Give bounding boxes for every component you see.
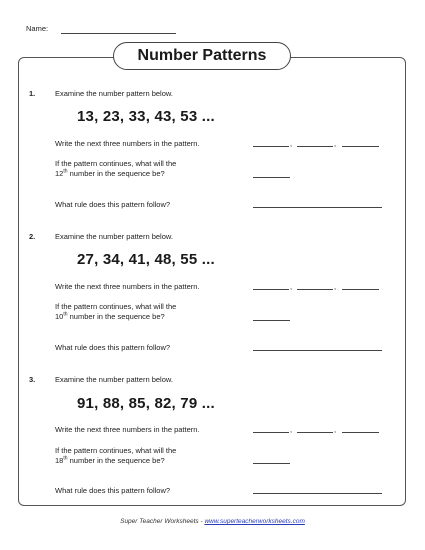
answer-blank-2[interactable] [297,289,333,290]
continues-text: If the pattern continues, what will the [55,159,177,168]
comma: , [290,282,293,291]
answer-blank-1[interactable] [253,289,289,290]
number-pattern: 27, 34, 41, 48, 55 ... [77,251,215,268]
examine-instruction: Examine the number pattern below. [55,89,173,98]
rule-question: What rule does this pattern follow? [55,343,171,352]
examine-instruction: Examine the number pattern below. [55,232,173,241]
name-field[interactable] [61,33,176,34]
next-three-instruction: Write the next three numbers in the pattern. [55,282,200,291]
comma: , [290,139,293,148]
name-label: Name: [26,24,49,33]
footer [0,518,425,525]
answer-blank-3[interactable] [342,289,379,290]
nth-term-blank[interactable] [253,320,290,321]
nth-term-blank[interactable] [253,177,290,178]
rule-blank[interactable] [253,350,382,351]
question-number: 1. [29,89,36,98]
number-in-text: number in the sequence be? [69,455,165,465]
question-number: 2. [29,232,36,241]
continues-question [55,302,176,321]
answer-blank-3[interactable] [342,146,379,147]
footer-separator: - [200,518,203,525]
answer-blank-1[interactable] [253,432,289,433]
next-three-instruction: Write the next three numbers in the pattern. [55,139,200,148]
question-number: 3. [29,375,36,384]
continues-text: If the pattern continues, what will the [55,302,177,311]
page-title: Number Patterns [137,47,267,64]
answer-blank-1[interactable] [253,146,289,147]
ordinal-number: 18 [55,455,64,465]
answer-blank-3[interactable] [342,432,379,433]
comma: , [334,425,337,434]
ordinal-number: 12 [55,168,64,178]
number-pattern: 91, 88, 85, 82, 79 ... [77,395,215,412]
footer-brand: Super Teacher Worksheets [120,518,199,525]
answer-blank-2[interactable] [297,146,333,147]
ordinal-suffix: th [63,311,68,317]
continues-question [55,159,176,178]
rule-blank[interactable] [253,493,382,494]
number-pattern: 13, 23, 33, 43, 53 ... [77,108,215,125]
rule-question: What rule does this pattern follow? [55,200,171,209]
comma: , [334,139,337,148]
rule-blank[interactable] [253,207,382,208]
nth-term-blank[interactable] [253,463,290,464]
rule-question: What rule does this pattern follow? [55,486,171,495]
ordinal-suffix: th [63,455,68,461]
next-three-instruction: Write the next three numbers in the pattern. [55,425,200,434]
number-in-text: number in the sequence be? [69,168,165,178]
ordinal-number: 10 [55,311,64,321]
continues-question [55,446,176,465]
answer-blank-2[interactable] [297,432,333,433]
ordinal-suffix: th [63,168,68,174]
continues-text: If the pattern continues, what will the [55,446,177,455]
examine-instruction: Examine the number pattern below. [55,375,173,384]
comma: , [290,425,293,434]
footer-site-link[interactable]: www.superteacherworksheets.com [204,518,305,525]
title-banner [113,42,291,70]
comma: , [334,282,337,291]
number-in-text: number in the sequence be? [69,311,165,321]
